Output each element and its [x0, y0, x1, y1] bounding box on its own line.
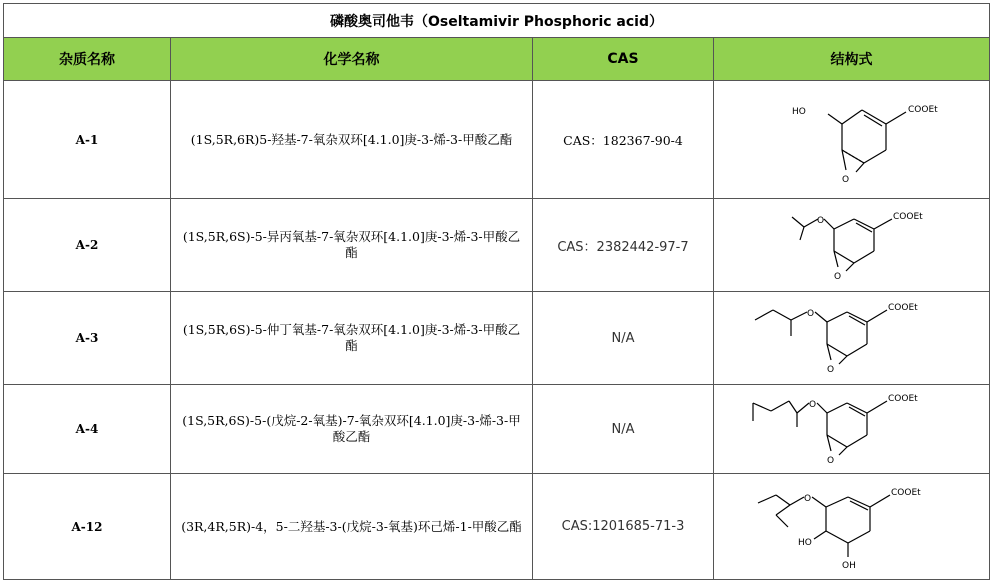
structure-a1 — [762, 90, 942, 190]
ester-label: COOEt — [887, 394, 918, 404]
hydroxy-label: HO — [797, 537, 812, 548]
structure-cell — [714, 81, 990, 199]
ester-label: COOEt — [907, 104, 938, 115]
table-row — [4, 199, 990, 292]
impurity-code: A-12 — [4, 474, 171, 580]
epoxide-label: O — [826, 365, 834, 375]
structure-a4 — [747, 389, 957, 469]
ester-label: COOEt — [892, 212, 923, 222]
ether-label: O — [816, 216, 824, 226]
structure-cell — [714, 199, 990, 292]
chemical-name: (3R,4R,5R)-4，5-二羟基-3-(戊烷-3-氧基)环己烯-1-甲酸乙酯 — [171, 474, 533, 580]
epoxide-label: O — [826, 456, 834, 466]
header-row — [4, 38, 990, 81]
table-title: 磷酸奥司他韦（Oseltamivir Phosphoric acid） — [4, 4, 990, 38]
structure-cell — [714, 385, 990, 474]
title-row — [4, 4, 990, 38]
chemical-name: (1S,5R,6S)-5-仲丁氧基-7-氧杂双环[4.1.0]庚-3-烯-3-甲酸乙酯 — [171, 292, 533, 385]
epoxide-label: O — [833, 272, 841, 282]
epoxide-label: O — [841, 174, 849, 185]
chemical-name: (1S,5R,6S)-5-(戊烷-2-氧基)-7-氧杂双环[4.1.0]庚-3-烯-3-甲酸乙酯 — [171, 385, 533, 474]
table-row — [4, 292, 990, 385]
ether-label: O — [803, 493, 811, 504]
cas-number: N/A — [533, 385, 714, 474]
cas-number: CAS：2382442-97-7 — [533, 199, 714, 292]
hydroxy-label: OH — [841, 560, 856, 571]
impurity-code: A-3 — [4, 292, 171, 385]
chemical-name: (1S,5R,6R)5-羟基-7-氧杂双环[4.1.0]庚-3-烯-3-甲酸乙酯 — [171, 81, 533, 199]
table-row — [4, 385, 990, 474]
header-structure: 结构式 — [714, 38, 990, 81]
chemical-name: (1S,5R,6S)-5-异丙氧基-7-氧杂双环[4.1.0]庚-3-烯-3-甲酸乙酯 — [171, 199, 533, 292]
structure-a3 — [747, 298, 957, 378]
impurity-code: A-4 — [4, 385, 171, 474]
cas-number: CAS：182367-90-4 — [533, 81, 714, 199]
structure-a2 — [762, 205, 942, 285]
ester-label: COOEt — [887, 303, 918, 313]
cas-number: CAS:1201685-71-3 — [533, 474, 714, 580]
impurity-code: A-1 — [4, 81, 171, 199]
table-row — [4, 474, 990, 580]
header-cas: CAS — [533, 38, 714, 81]
impurity-table — [3, 3, 990, 580]
ether-label: O — [808, 400, 816, 410]
header-chemical-name: 化学名称 — [171, 38, 533, 81]
cas-number: N/A — [533, 292, 714, 385]
ester-label: COOEt — [890, 487, 921, 498]
structure-cell — [714, 292, 990, 385]
ether-label: O — [806, 309, 814, 319]
header-impurity-name: 杂质名称 — [4, 38, 171, 81]
substituent-label: HO — [791, 106, 806, 117]
table-row — [4, 81, 990, 199]
structure-cell — [714, 474, 990, 580]
impurity-code: A-2 — [4, 199, 171, 292]
structure-a12 — [752, 479, 952, 575]
